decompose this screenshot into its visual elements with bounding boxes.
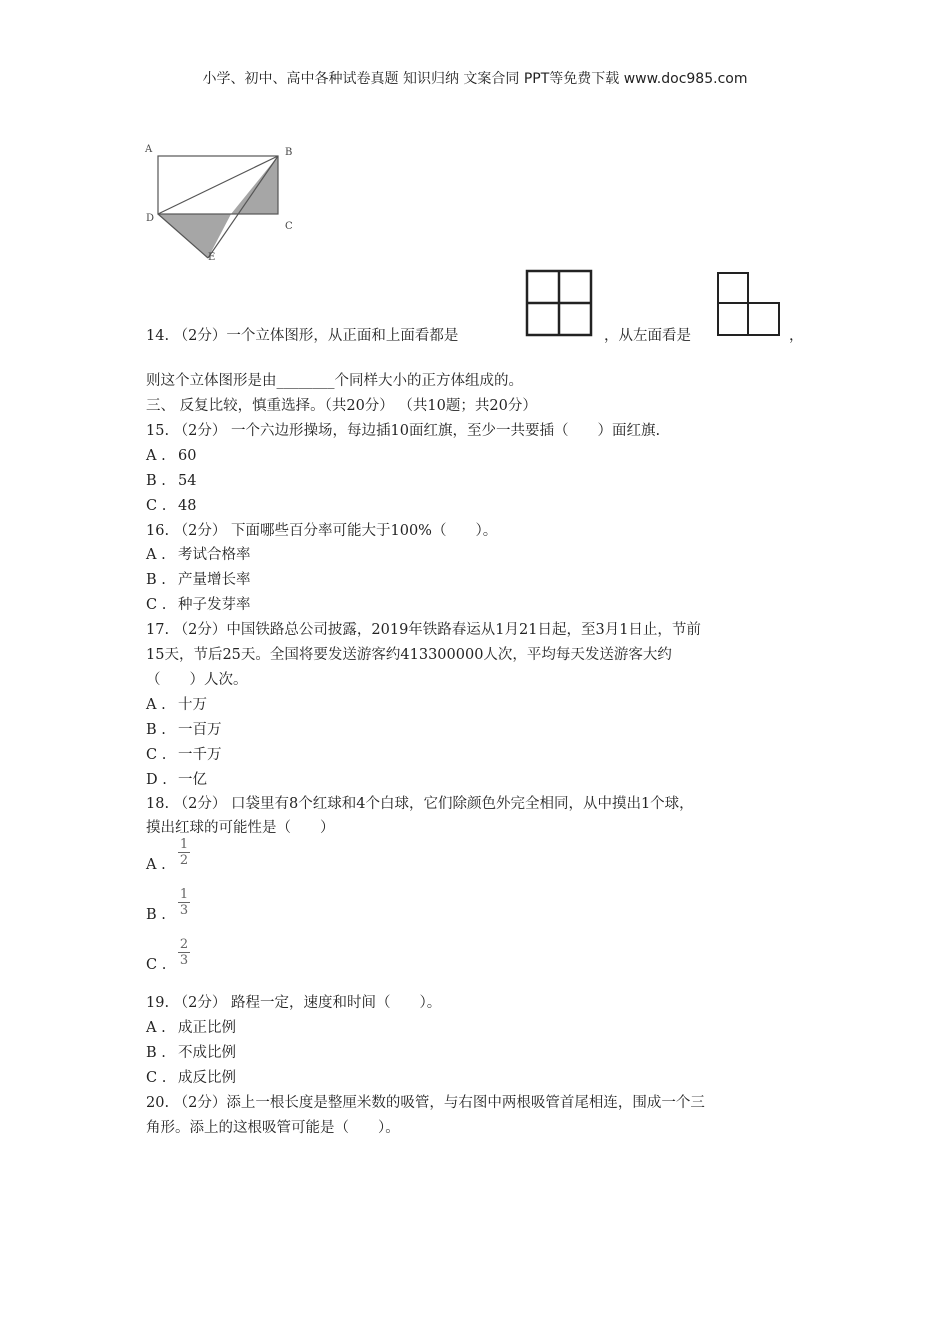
q15-option-c[interactable]: C . 48 [146, 498, 197, 514]
q16-stem: 16. （2分） 下面哪些百分率可能大于100%（ ）。 [146, 523, 498, 539]
label-b: B [285, 147, 293, 158]
q20-stem-line1: 20. （2分）添上一根长度是整厘米数的吸管，与右图中两根吸管首尾相连，围成一个三 [146, 1095, 705, 1111]
q17-option-b[interactable]: B . 一百万 [146, 722, 222, 738]
q17-stem-line1: 17. （2分）中国铁路总公司披露，2019年铁路春运从1月21日起，至3月1日止，节前 [146, 622, 701, 638]
shaded-triangle-bottom [158, 214, 231, 258]
q17-stem-line2: 15天，节后25天。全国将要发送游客约413300000人次，平均每天发送游客大约 [146, 647, 672, 663]
q14-text-c: ， [789, 328, 804, 344]
section-3-heading: 三、 反复比较，慎重选择。（共20分） （共10题；共20分） [146, 398, 537, 414]
q19-option-c[interactable]: C . 成反比例 [146, 1070, 236, 1086]
q19-stem: 19. （2分） 路程一定，速度和时间（ ）。 [146, 995, 442, 1011]
q18-option-c[interactable]: C . [146, 957, 167, 973]
label-d: D [146, 213, 155, 224]
q15-option-a[interactable]: A . 60 [146, 448, 197, 464]
page-header: 小学、初中、高中各种试卷真题 知识归纳 文案合同 PPT等免费下载 www.doc985.com [202, 71, 748, 87]
front-top-view-figure [525, 269, 595, 339]
q16-option-a[interactable]: A . 考试合格率 [146, 547, 251, 563]
q18-option-a[interactable]: A . [146, 857, 166, 873]
q20-stem-line2: 角形。添上的这根吸管可能是（ ）。 [146, 1120, 400, 1136]
q15-option-b[interactable]: B . 54 [146, 473, 197, 489]
q18-fraction-a: 1 2 [179, 837, 189, 868]
q15-stem: 15. （2分） 一个六边形操场，每边插10面红旗，至少一共要插（ ）面红旗. [146, 423, 661, 439]
q17-option-d[interactable]: D . 一亿 [146, 772, 207, 788]
q17-stem-line3: （ ）人次。 [146, 672, 248, 688]
label-a: A [145, 144, 153, 155]
q18-option-b[interactable]: B . [146, 907, 166, 923]
q14-text-a: 14. （2分）一个立体图形，从正面和上面看都是 [146, 328, 459, 344]
q18-fraction-c: 2 3 [179, 937, 189, 968]
label-c: C [285, 221, 293, 232]
left-view-figure [714, 271, 784, 341]
q17-option-c[interactable]: C . 一千万 [146, 747, 222, 763]
q17-option-a[interactable]: A . 十万 [146, 697, 207, 713]
q14-text-b: ，从左面看是 [604, 328, 691, 344]
q16-option-c[interactable]: C . 种子发芽率 [146, 597, 251, 613]
q18-stem-line2: 摸出红球的可能性是（ ） [146, 820, 335, 836]
q14-line2: 则这个立体图形是由________个同样大小的正方体组成的。 [146, 373, 523, 389]
label-e: E [208, 252, 216, 263]
q18-fraction-b: 1 3 [179, 887, 189, 918]
geometry-figure [140, 140, 310, 265]
q19-option-b[interactable]: B . 不成比例 [146, 1045, 236, 1061]
q18-stem-line1: 18. （2分） 口袋里有8个红球和4个白球，它们除颜色外完全相同，从中摸出1个球， [146, 796, 694, 812]
shaded-triangle-right [231, 156, 278, 214]
q19-option-a[interactable]: A . 成正比例 [146, 1020, 236, 1036]
q16-option-b[interactable]: B . 产量增长率 [146, 572, 251, 588]
